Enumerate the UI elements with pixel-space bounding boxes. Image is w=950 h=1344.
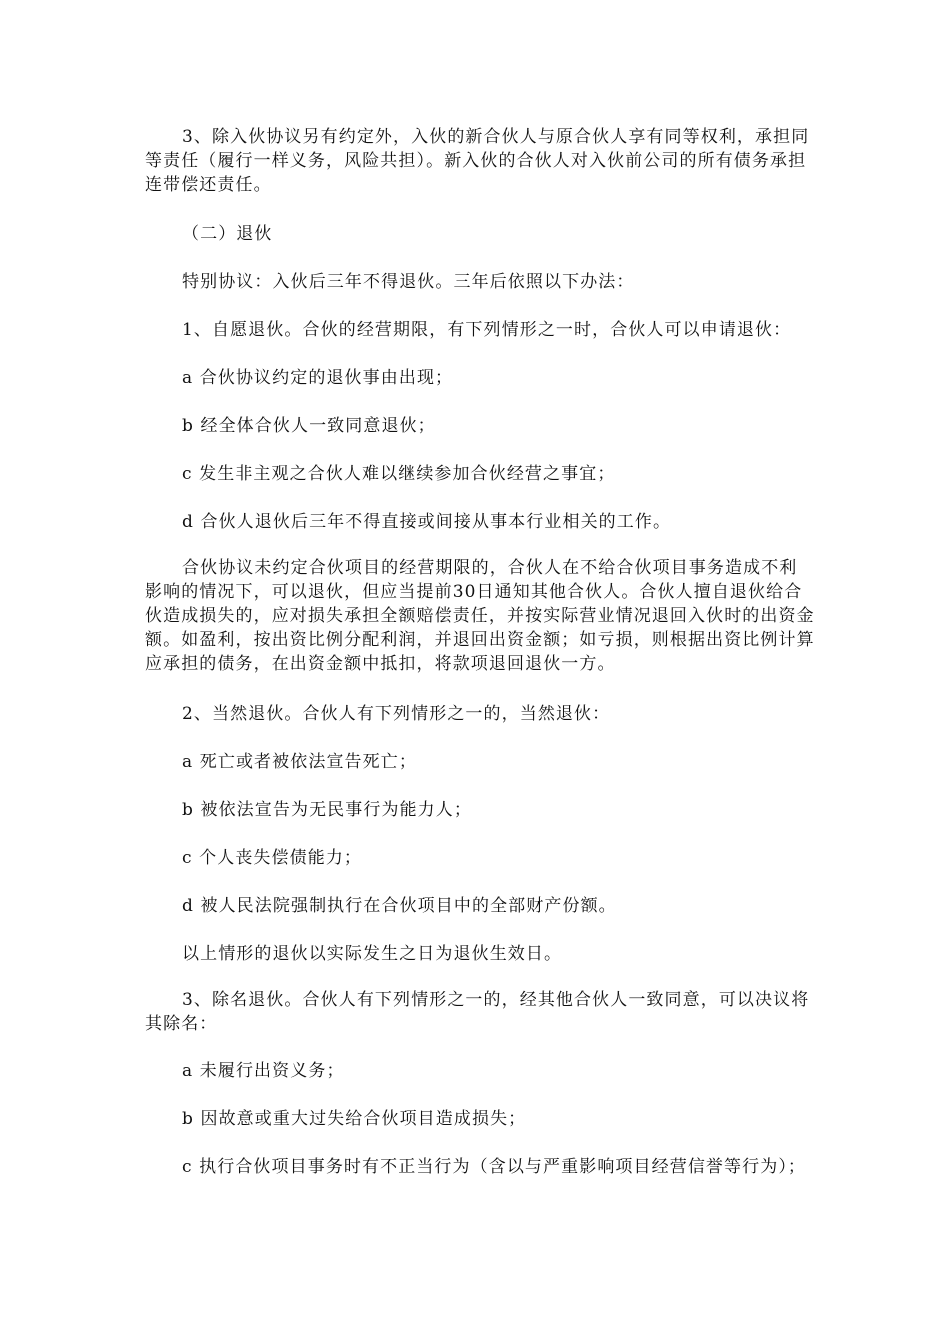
paragraph-expulsion: 3、除名退伙。合伙人有下列情形之一的，经其他合伙人一致同意，可以决议将其除名： (145, 990, 810, 1034)
section-heading-withdrawal: （二）退伙 (182, 224, 273, 244)
list-item-a-death: a 死亡或者被依法宣告死亡； (182, 752, 417, 772)
list-item-b-incapacity: b 被依法宣告为无民事行为能力人； (182, 800, 472, 820)
list-item-a: a 合伙协议约定的退伙事由出现； (182, 368, 454, 388)
list-item-b-negligence: b 因故意或重大过失给合伙项目造成损失； (182, 1109, 527, 1129)
paragraph-special-agreement: 特别协议：入伙后三年不得退伙。三年后依照以下办法： (182, 272, 635, 292)
list-item-c-insolvency: c 个人丧失偿债能力； (182, 848, 363, 868)
paragraph-voluntary-withdrawal: 1、自愿退伙。合伙的经营期限，有下列情形之一时，合伙人可以申请退伙： (182, 320, 792, 340)
paragraph-automatic-withdrawal: 2、当然退伙。合伙人有下列情形之一的，当然退伙： (182, 704, 611, 724)
list-item-c: c 发生非主观之合伙人难以继续参加合伙经营之事宜； (182, 464, 616, 484)
list-item-d: d 合伙人退伙后三年不得直接或间接从事本行业相关的工作。 (182, 512, 672, 532)
list-item-b: b 经全体合伙人一致同意退伙； (182, 416, 436, 436)
list-item-d-enforcement: d 被人民法院强制执行在合伙项目中的全部财产份额。 (182, 896, 617, 916)
list-item-c-misconduct: c 执行合伙项目事务时有不正当行为（含以与严重影响项目经营信誉等行为）； (182, 1157, 807, 1177)
list-item-a-capital: a 未履行出资义务； (182, 1061, 345, 1081)
paragraph-no-term-withdrawal: 合伙协议未约定合伙项目的经营期限的，合伙人在不给合伙项目事务造成不利影响的情况下，可以退伙，但应当提前30日通知其他合伙人。合伙人擅自退伙给合伙造成损失的，应对损失承担全额赔偿责任，并按实际营业情况退回入伙时的出资金额。如盈利，按出资比例分配利润，并退回出资金额；如亏损，则根据出资比例计算应承担的债务，在出资金额中抵扣，将款项退回退伙一方。 (145, 558, 815, 674)
paragraph-admission-rights: 3、除入伙协议另有约定外，入伙的新合伙人与原合伙人享有同等权利，承担同等责任（履行一样义务，风险共担）。新入伙的合伙人对入伙前公司的所有债务承担连带偿还责任。 (145, 127, 810, 195)
paragraph-effective-date: 以上情形的退伙以实际发生之日为退伙生效日。 (182, 944, 563, 964)
